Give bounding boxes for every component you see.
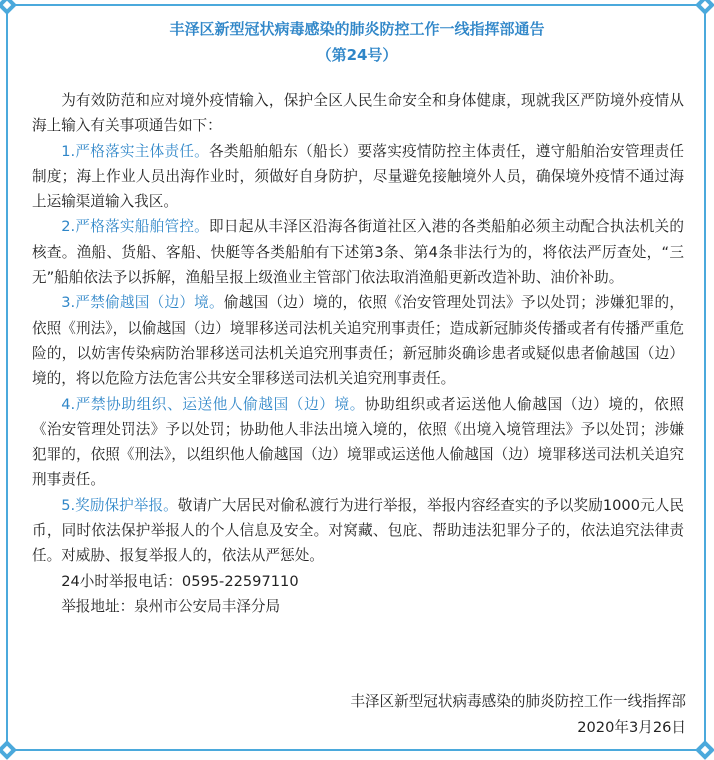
notice-body	[32, 88, 684, 619]
item-heading: 4.严禁协助组织、运送他人偷越国（边）境。	[61, 395, 365, 413]
item-text: 各类船舶船东（船长）要落实疫情防控主体责任，遵守船舶治安管理责任制度；海上作业人员出海作业时，须做好自身防护，尽量避免接触境外人员，确保境外疫情不通过海上运输渠道输入我区。	[32, 142, 684, 211]
notice-number: （第24号）	[316, 46, 398, 64]
item-heading: 2.严格落实船舶管控。	[61, 218, 210, 236]
item-paragraph	[32, 493, 684, 569]
report-address: 举报地址：泉州市公安局丰泽分局	[61, 597, 281, 615]
item-heading: 3.严禁偷越国（边）境。	[61, 294, 224, 312]
item-text: 协助组织或者运送他人偷越国（边）境的，依照《治安管理处罚法》予以处罚；协助他人非法出境入境的，依照《出境入境管理法》予以处罚；涉嫌犯罪的，依照《刑法》，以组织他人偷越国（边）境罪或运送他人偷越国（边）境罪移送司法机关追究刑事责任。	[32, 395, 684, 489]
report-phone: 24小时举报电话：0595-22597110	[61, 572, 299, 590]
frame-corner-ornament	[695, 0, 714, 15]
item-paragraph	[32, 139, 684, 215]
signature-date: 2020年3月26日	[577, 719, 686, 736]
item-paragraph	[32, 392, 684, 493]
item-text: 即日起从丰泽区沿海各街道社区入港的各类船舶必须主动配合执法机关的核查。渔船、货船、客船、快艇等各类船舶有下述第3条、第4条非法行为的，将依法严厉查处，“三无”船舶依法予以拆解，渔船呈报上级渔业主管部门依法取消渔船更新改造补助、油价补助。	[32, 218, 684, 287]
signature-org: 丰泽区新型冠状病毒感染的肺炎防控工作一线指挥部	[350, 693, 686, 710]
item-text: 敬请广大居民对偷私渡行为进行举报，举报内容经查实的予以奖励1000元人民币，同时依法保护举报人的个人信息及安全。对窝藏、包庇、帮助违法犯罪分子的，依法追究法律责任。对威胁、报复举报人的，依法从严惩处。	[32, 496, 684, 565]
frame-corner-ornament	[0, 0, 17, 15]
item-heading: 5.奖励保护举报。	[61, 496, 178, 514]
notice-title: 丰泽区新型冠状病毒感染的肺炎防控工作一线指挥部通告	[169, 20, 545, 38]
item-paragraph	[32, 214, 684, 290]
intro-paragraph: 为有效防范和应对境外疫情输入，保护全区人民生命安全和身体健康，现就我区严防境外疫情从海上输入有关事项通告如下：	[32, 92, 684, 135]
item-text: 偷越国（边）境的，依照《治安管理处罚法》予以处罚；涉嫌犯罪的，依照《刑法》，以偷越国（边）境罪移送司法机关追究刑事责任；造成新冠肺炎传播或者有传播严重危险的，以妨害传染病防治罪移送司法机关追究刑事责任；新冠肺炎确诊患者或疑似患者偷越国（边）境的，将以危险方法危害公共安全罪移送司法机关追究刑事责任。	[32, 294, 684, 388]
item-paragraph	[32, 290, 684, 391]
item-heading: 1.严格落实主体责任。	[61, 142, 210, 160]
